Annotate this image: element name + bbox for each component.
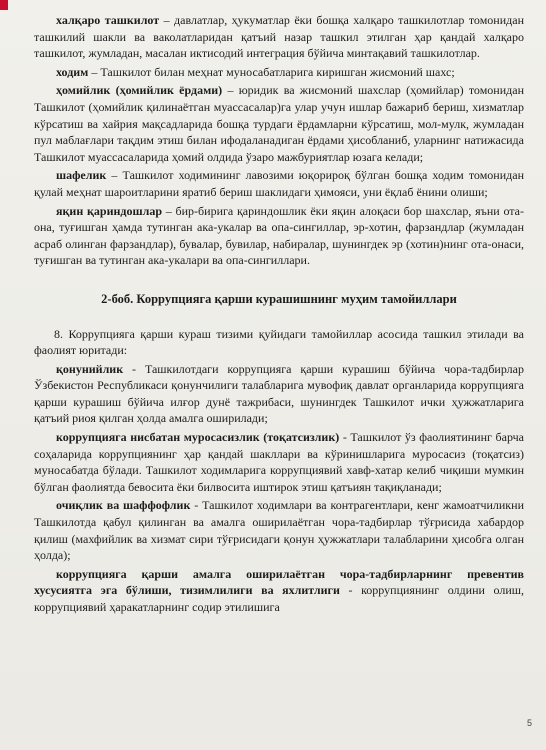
principle-paragraph: [34, 361, 524, 427]
principle-text: - Ташкилот ўз фаолиятининг барча соҳаларида коррупциянинг ҳар қандай шакллари ва кўринишларига муросасиз (тоқатсиз) муносабатда бўлади. Ташкилот ходимларига коррупциявий хавф-хатар келиб чиқиши мумкин бўлган фаолиятда бевосита ёки билвосита иштирок этиш қатъиян тақиқланади;: [34, 430, 525, 494]
term: халқаро ташкилот: [56, 13, 160, 27]
definition-paragraph: [34, 167, 524, 200]
corner-color-mark: [0, 0, 8, 10]
principle-paragraph: [34, 566, 524, 616]
document-body: [34, 12, 524, 616]
principle-text: - Ташкилот ходимлари ва контрагентлари, кенг жамоатчиликни Ташкилотда қабул қилинган ва амалга оширилаётган чора-тадбирлар тўғрисида хабардор қилиш (махфийлик ва хизмат сири тўғрисидаги қонун ҳужжатлари талабларини ҳисобга олган ҳолда);: [34, 498, 524, 563]
term: шафелик: [56, 168, 107, 183]
principle-paragraph: [34, 497, 524, 563]
definition-paragraph: [34, 203, 524, 269]
term: яқин қариндошлар: [56, 203, 163, 218]
definition-text: – юридик ва жисмоний шахслар (ҳомийлар) томонидан Ташкилот (ҳомийлик қилинаётган муассасалар)га улар учун ишлар бажариб бериш, хизматлар кўрсатиш ва хайрия мақсадларида бошқа турдаги ёрдамларни кўрсатиш, мол-мулк, жумладан пул маблағлари тақдим этиш билан ифодаланадиган ёрдами ҳисобланиб, уларнинг натижасида Ташкилот муассасаларида ҳомий олдида ўзаро мажбуриятлар юзага келади;: [34, 83, 524, 164]
definition-paragraph: [34, 82, 524, 165]
term: ҳомийлик (ҳомийлик ёрдами): [56, 83, 223, 98]
section-intro: 8. Коррупцияга қарши кураш тизими қуйидаги тамойиллар асосида ташкил этилади ва фаолият юритади:: [34, 326, 524, 358]
definition-text: – бир-бирига қариндошлик ёки яқин алоқаси бор шахслар, яъни ота-она, туғишган ҳамда тутинган ака-укалар ва опа-сингиллар, эр-хотин, фарзандлар (жумладан асраб олинган фарзандлар), бувалар, бувилар, набиралар, шунингдек эр (хотин)нинг ота-онаси, туғишган ва тутинган ака-укалари ва опа-сингиллари.: [34, 203, 524, 268]
section-heading: 2-боб. Коррупцияга қарши курашишнинг муҳим тамойиллари: [101, 291, 457, 306]
page-number: 5: [526, 718, 532, 728]
term: очиқлик ва шаффофлик: [56, 498, 191, 513]
principle-text: - Ташкилотдаги коррупцияга қарши курашиш бўйича чора-тадбирлар Ўзбекистон Республикаси қонунчилиги талабларига мувофиқ давлат органларида коррупцияга қарши курашиш бўйича илғор дунё тажрибаси, шунингдек Ташкилот ички ҳужжатларига қатъий риоя қилган ҳолда амалга оширилади;: [34, 361, 524, 426]
term: коррупцияга нисбатан муросасизлик (тоқатсизлик): [56, 430, 340, 445]
definition-paragraph: [34, 12, 524, 62]
principle-paragraph: [34, 429, 524, 495]
definition-text: – Ташкилот билан меҳнат муносабатларига киришган жисмоний шахс;: [88, 64, 455, 79]
term: коррупцияга қарши амалга оширилаётган чора-тадбирларнинг превентив хусусиятга эга бўлиши, тизимлилиги ва яхлитлиги: [34, 566, 524, 598]
term: қонунийлик: [56, 361, 124, 376]
principle-text: - коррупциянинг олдини олиш, коррупциявий ҳаракатларнинг содир этилишига: [34, 583, 524, 614]
definition-paragraph: [34, 64, 524, 81]
definition-text: – давлатлар, ҳукуматлар ёки бошқа халқаро ташкилотлар томонидан ташкилий шакли ва ваколатларидан қатъий назар ташкил этилган ҳар қандай халқаро ташкилот, жумладан, масалан иктисодий интеграция бўйича минтақавий ташкилотлар.: [34, 13, 524, 61]
term: ходим: [56, 64, 89, 79]
definition-text: – Ташкилот ходимининг лавозими юқорироқ бўлган бошқа ходим томонидан қулай меҳнат шароитларини яратиб бериш шаклидаги ҳимояси, уни ёқлаб ёнини олиши;: [34, 168, 524, 199]
